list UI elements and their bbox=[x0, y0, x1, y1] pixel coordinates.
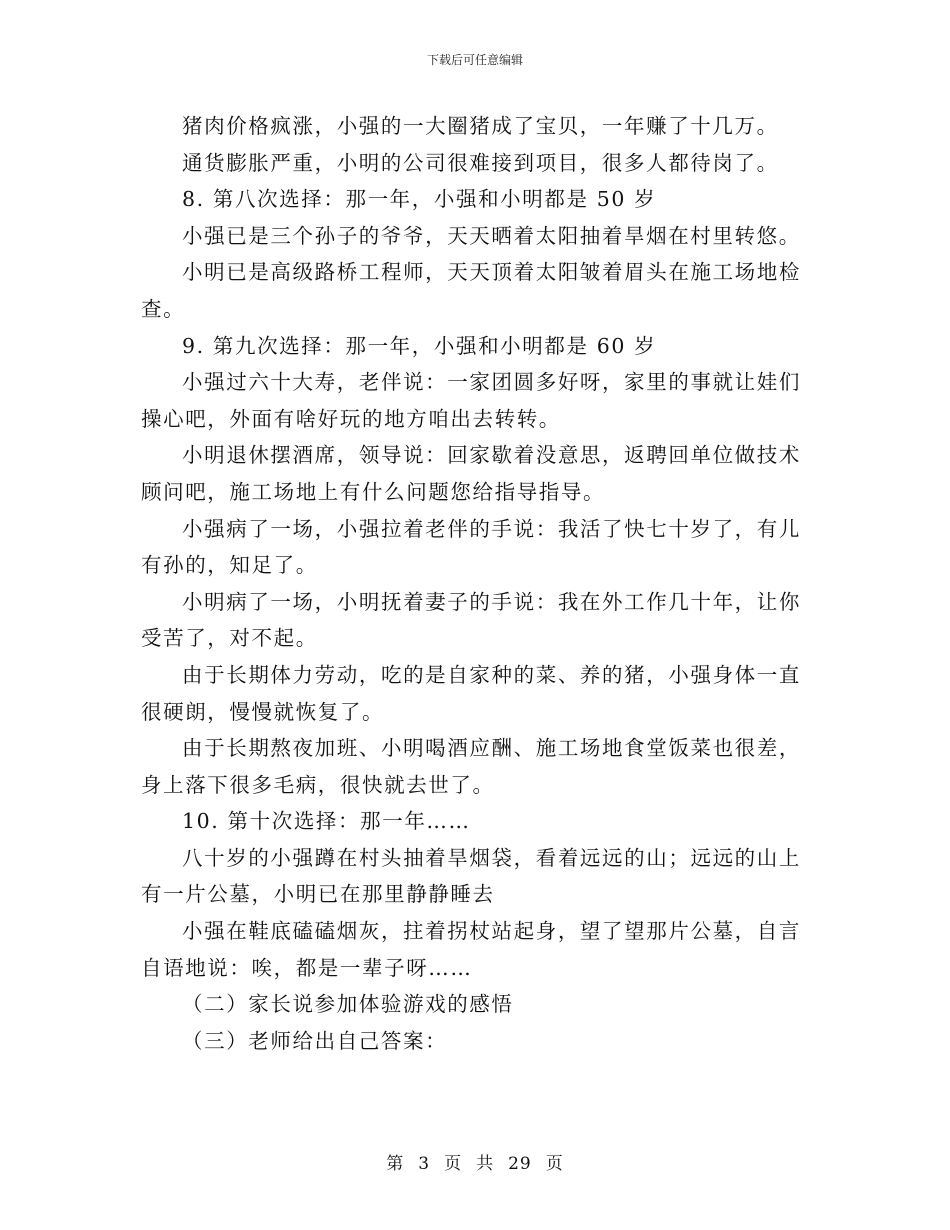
paragraph-1: 猪肉价格疯涨，小强的一大圈猪成了宝贝，一年赚了十几万。 bbox=[182, 114, 779, 138]
paragraph-8: 小明病了一场，小明抚着妻子的手说：我在外工作几十年，让你受苦了，对不起。 bbox=[141, 589, 801, 651]
section-heading-10: 10. 第十次选择：那一年…… bbox=[182, 809, 471, 834]
page-label-middle: 页 bbox=[444, 1154, 463, 1174]
paragraph-2: 通货膨胀严重，小明的公司很难接到项目，很多人都待岗了。 bbox=[182, 150, 779, 175]
page-header: 下载后可任意编辑 bbox=[426, 53, 523, 67]
paragraph-11: 八十岁的小强蹲在村头抽着旱烟袋，看着远远的山；远远的山上有一片公墓，小明已在那里静静睡去 bbox=[141, 845, 801, 907]
paragraph-12: 小强在鞋底磕磕烟灰，拄着拐杖站起身，望了望那片公墓，自言自语地说：唉，都是一辈子呀…… bbox=[141, 919, 801, 980]
paragraph-3: 小强已是三个孙子的爷爷，天天晒着太阳抽着旱烟在村里转悠。 bbox=[182, 223, 801, 248]
paragraph-9: 由于长期体力劳动，吃的是自家种的菜、养的猪，小强身体一直很硬朗，慢慢就恢复了。 bbox=[141, 662, 801, 724]
paragraph-10: 由于长期熬夜加班、小明喝酒应酬、施工场地食堂饭菜也很差，身上落下很多毛病，很快就去世了。 bbox=[141, 736, 801, 797]
page-label-prefix: 第 bbox=[386, 1154, 405, 1174]
paragraph-5: 小强过六十大寿，老伴说：一家团圆多好呀，家里的事就让娃们操心吧，外面有啥好玩的地方咱出去转转。 bbox=[141, 370, 801, 431]
page-footer bbox=[0, 1152, 950, 1176]
paragraph-4: 小明已是高级路桥工程师，天天顶着太阳皱着眉头在施工场地检查。 bbox=[141, 260, 801, 321]
total-pages-number: 29 bbox=[508, 1154, 532, 1174]
current-page-number: 3 bbox=[418, 1154, 431, 1174]
paragraph-7: 小强病了一场，小强拉着老伴的手说：我活了快七十岁了，有儿有孙的，知足了。 bbox=[141, 516, 801, 578]
page-label-suffix: 页 bbox=[545, 1154, 564, 1174]
section-heading-8: 8. 第八次选择：那一年，小强和小明都是 50 岁 bbox=[182, 187, 657, 212]
subsection-heading-3: （三）老师给出自己答案： bbox=[182, 1028, 448, 1053]
subsection-heading-2: （二）家长说参加体验游戏的感悟 bbox=[182, 992, 514, 1017]
document-body bbox=[141, 108, 801, 1059]
paragraph-6: 小明退休摆酒席，领导说：回家歇着没意思，返聘回单位做技术顾问吧，施工场地上有什么问题您给指导指导。 bbox=[141, 443, 801, 504]
total-prefix: 共 bbox=[476, 1154, 495, 1174]
section-heading-9: 9. 第九次选择：那一年，小强和小明都是 60 岁 bbox=[182, 333, 657, 358]
